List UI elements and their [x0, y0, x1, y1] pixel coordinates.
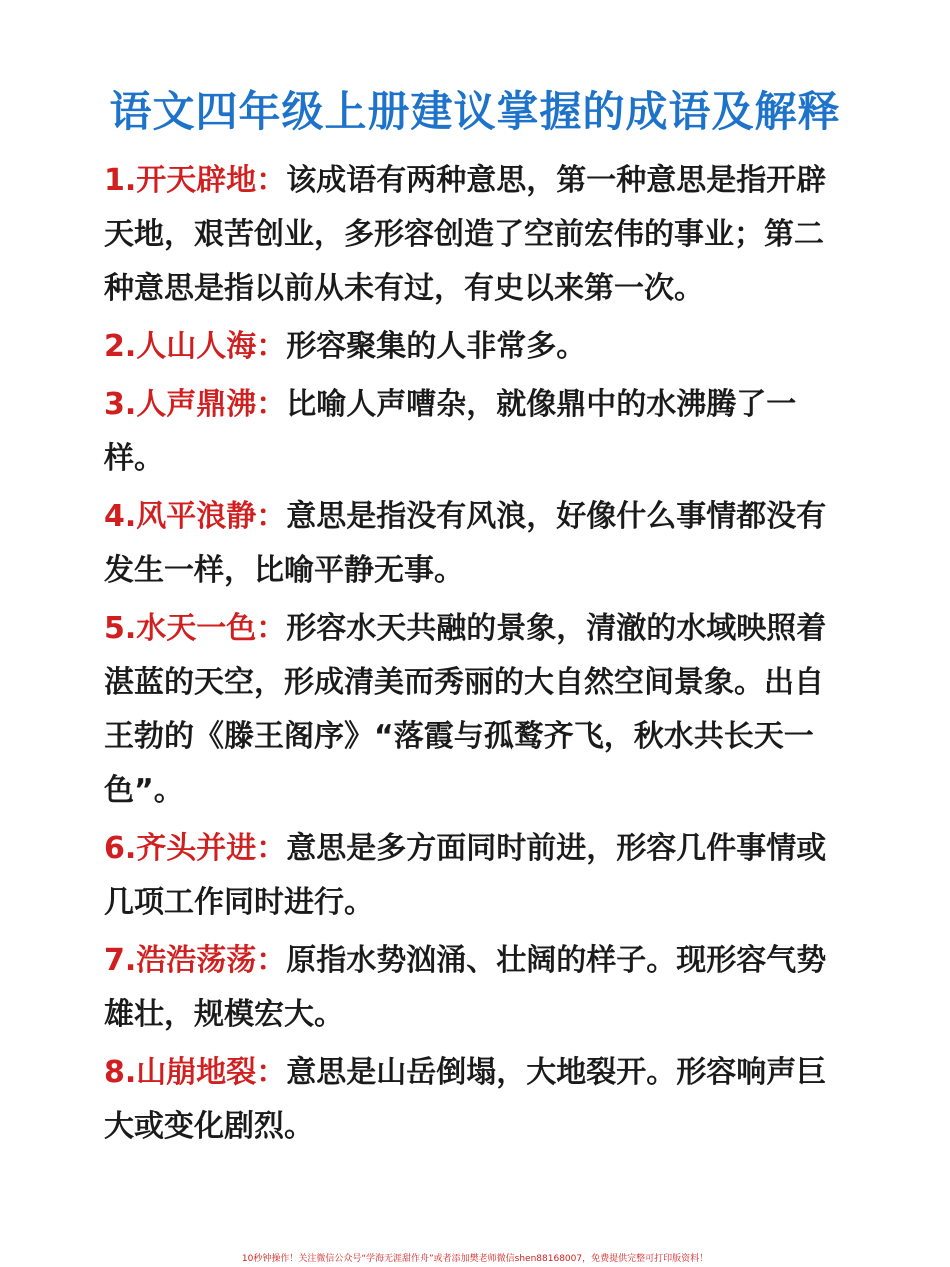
idiom-entry-3: [104, 378, 844, 486]
idiom-meaning: 原指水势汹涌、壮阔的样子。现形容气势雄壮，规模宏大。: [104, 943, 827, 1032]
idiom-meaning: 比喻人声嘈杂，就像鼎中的水沸腾了一样。: [104, 387, 797, 476]
entry-number: 2.: [104, 329, 137, 364]
entry-colon: ：: [256, 831, 287, 866]
idiom-meaning: 意思是山岳倒塌，大地裂开。形容响声巨大或变化剧烈。: [104, 1055, 827, 1144]
entry-colon: ：: [256, 387, 287, 422]
entry-colon: ：: [256, 163, 287, 198]
entry-colon: ：: [256, 611, 287, 646]
idiom-list: [104, 154, 844, 1158]
idiom-term: 浩浩荡荡: [136, 943, 257, 978]
entry-number: 5.: [104, 611, 137, 646]
idiom-term: 人声鼎沸: [136, 387, 257, 422]
entry-colon: ：: [256, 499, 287, 534]
entry-number: 7.: [104, 943, 137, 978]
idiom-meaning: 形容水天共融的景象，清澈的水域映照着湛蓝的天空，形成清美而秀丽的大自然空间景象。出自王勃的《滕王阁序》“落霞与孤鹜齐飞，秋水共长天一色”。: [104, 611, 827, 808]
idiom-entry-8: [104, 1046, 844, 1154]
entry-number: 4.: [104, 499, 137, 534]
idiom-entry-2: [104, 320, 844, 374]
footer-note: 10秒钟操作！关注微信公众号“学海无涯甜作舟”或者添加樊老师微信shen88168007，免费提供完整可打印版资料！: [241, 1254, 709, 1264]
idiom-entry-5: [104, 602, 844, 818]
idiom-term: 水天一色: [136, 611, 257, 646]
idiom-term: 风平浪静: [136, 499, 257, 534]
entry-colon: ：: [256, 1055, 287, 1090]
idiom-term: 齐头并进: [136, 831, 257, 866]
entry-number: 6.: [104, 831, 137, 866]
entry-number: 8.: [104, 1055, 137, 1090]
idiom-term: 山崩地裂: [136, 1055, 257, 1090]
idiom-entry-7: [104, 934, 844, 1042]
page-title: 语文四年级上册建议掌握的成语及解释: [109, 87, 841, 136]
idiom-term: 人山人海: [136, 329, 257, 364]
idiom-meaning: 该成语有两种意思，第一种意思是指开辟天地，艰苦创业，多形容创造了空前宏伟的事业；第二种意思是指以前从未有过，有史以来第一次。: [104, 163, 827, 306]
entry-colon: ：: [256, 943, 287, 978]
idiom-entry-6: [104, 822, 844, 930]
entry-colon: ：: [256, 329, 287, 364]
entry-number: 3.: [104, 387, 137, 422]
idiom-meaning: 意思是多方面同时前进，形容几件事情或几项工作同时进行。: [104, 831, 827, 920]
idiom-meaning: 形容聚集的人非常多。: [286, 329, 587, 364]
idiom-entry-1: [104, 154, 844, 316]
entry-number: 1.: [104, 163, 137, 198]
idiom-entry-4: [104, 490, 844, 598]
idiom-term: 开天辟地: [136, 163, 257, 198]
idiom-meaning: 意思是指没有风浪，好像什么事情都没有发生一样，比喻平静无事。: [104, 499, 827, 588]
